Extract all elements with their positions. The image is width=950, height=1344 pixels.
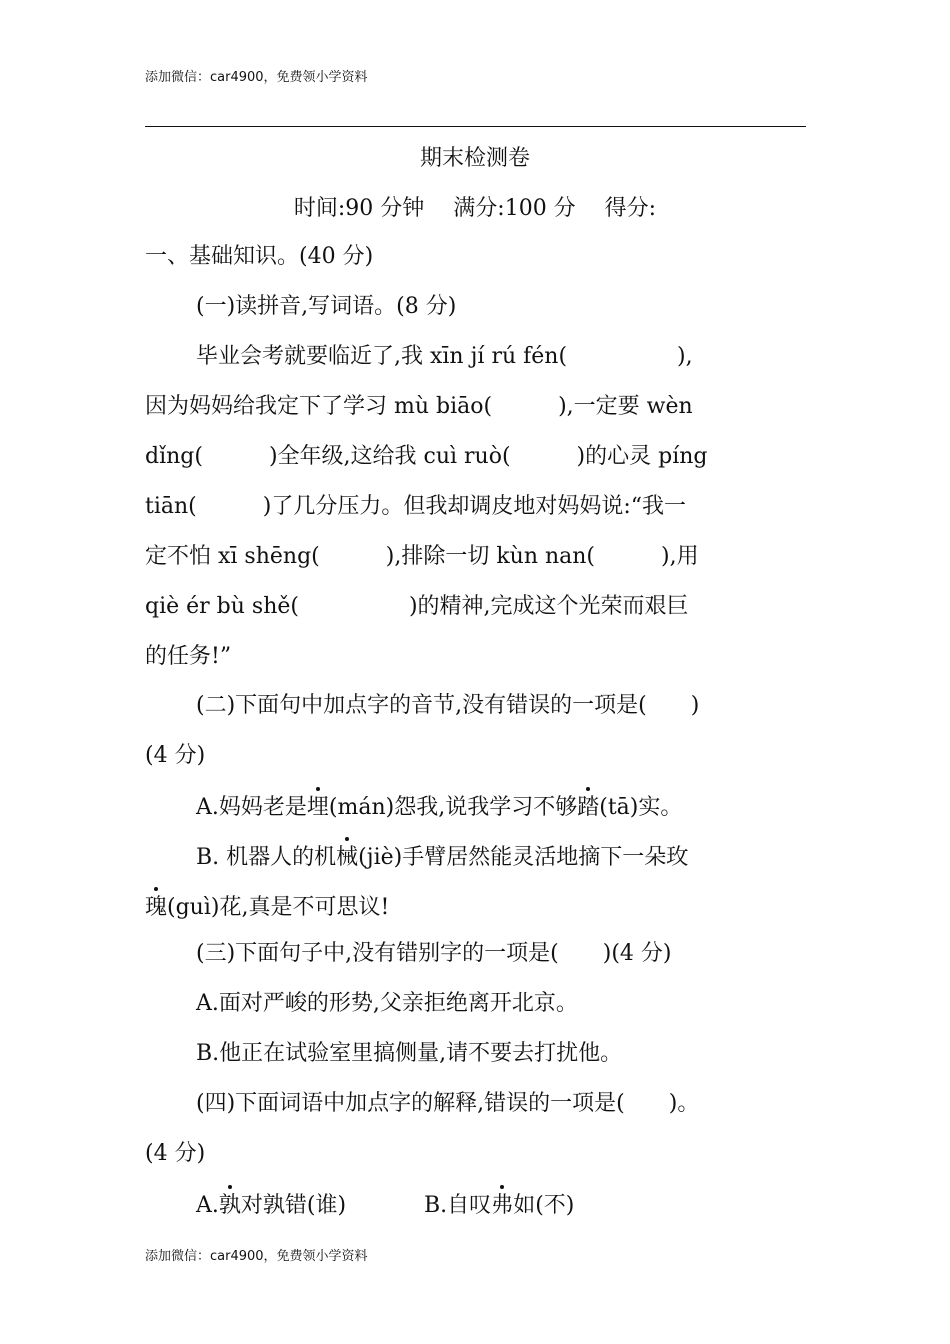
question-2-option-b bbox=[196, 843, 688, 873]
dotted-character: 弗 bbox=[491, 1191, 513, 1221]
question-3-heading: (三)下面句子中,没有错别字的一项是( )(4 分) bbox=[196, 941, 672, 966]
option-text: 如(不) bbox=[513, 1193, 575, 1218]
question-1-heading: (一)读拼音,写词语。(8 分) bbox=[196, 294, 457, 319]
question-3-option-a: A.面对严峻的形势,父亲拒绝离开北京。 bbox=[196, 991, 578, 1016]
option-text: (guì)花,真是不可思议! bbox=[167, 895, 390, 920]
question-3-option-b: B.他正在试验室里搞侧量,请不要去打扰他。 bbox=[196, 1041, 623, 1066]
option-text: (tā)实。 bbox=[599, 795, 683, 820]
page-title: 期末检测卷 bbox=[419, 146, 530, 171]
question-1-line: 因为妈妈给我定下了学习 mù biāo( ),一定要 wèn bbox=[145, 394, 693, 419]
dotted-character: 瑰 bbox=[145, 893, 167, 923]
section-heading: 一、基础知识。(40 分) bbox=[145, 244, 374, 269]
option-text: (mán)怨我,说我学习不够 bbox=[328, 795, 578, 820]
question-2-option-b-continued bbox=[145, 893, 389, 923]
question-1-line: 定不怕 xī shēng( ),排除一切 kùn nan( ),用 bbox=[145, 544, 699, 569]
question-1-line: qiè ér bù shě( )的精神,完成这个光荣而艰巨 bbox=[145, 594, 689, 619]
header-watermark-note: 添加微信：car4900，免费领小学资料 bbox=[145, 70, 368, 85]
dotted-character: 踏 bbox=[577, 793, 599, 823]
option-text: B. 机器人的机 bbox=[196, 845, 337, 870]
option-text: A.妈妈老是 bbox=[196, 795, 307, 820]
option-text: (jiè)手臂居然能灵活地摘下一朵玫 bbox=[358, 845, 689, 870]
question-4-points: (4 分) bbox=[145, 1141, 206, 1166]
footer-watermark-note: 添加微信：car4900，免费领小学资料 bbox=[145, 1249, 368, 1264]
question-1-line: 毕业会考就要临近了,我 xīn jí rú fén( ), bbox=[196, 344, 693, 369]
dotted-character: 埋 bbox=[307, 793, 329, 823]
question-1-line: tiān( )了几分压力。但我却调皮地对妈妈说:“我一 bbox=[145, 494, 686, 519]
option-text: 对孰错(谁) bbox=[240, 1193, 347, 1218]
question-1-line: dǐng( )全年级,这给我 cuì ruò( )的心灵 píng bbox=[145, 444, 708, 469]
option-text: A. bbox=[196, 1193, 219, 1218]
question-4-option-a bbox=[196, 1191, 346, 1221]
exam-meta: 时间:90 分钟 满分:100 分 得分: bbox=[293, 196, 657, 221]
question-4-heading: (四)下面词语中加点字的解释,错误的一项是( )。 bbox=[196, 1091, 700, 1116]
question-2-points: (4 分) bbox=[145, 743, 206, 768]
dotted-character: 孰 bbox=[219, 1191, 241, 1221]
question-1-line: 的任务!” bbox=[145, 644, 232, 669]
question-4-option-b bbox=[424, 1191, 574, 1221]
question-2-option-a bbox=[196, 793, 682, 823]
option-text: B.自叹 bbox=[424, 1193, 492, 1218]
header-divider bbox=[145, 126, 806, 127]
question-2-heading: (二)下面句中加点字的音节,没有错误的一项是( ) bbox=[196, 693, 700, 718]
dotted-character: 械 bbox=[336, 843, 358, 873]
